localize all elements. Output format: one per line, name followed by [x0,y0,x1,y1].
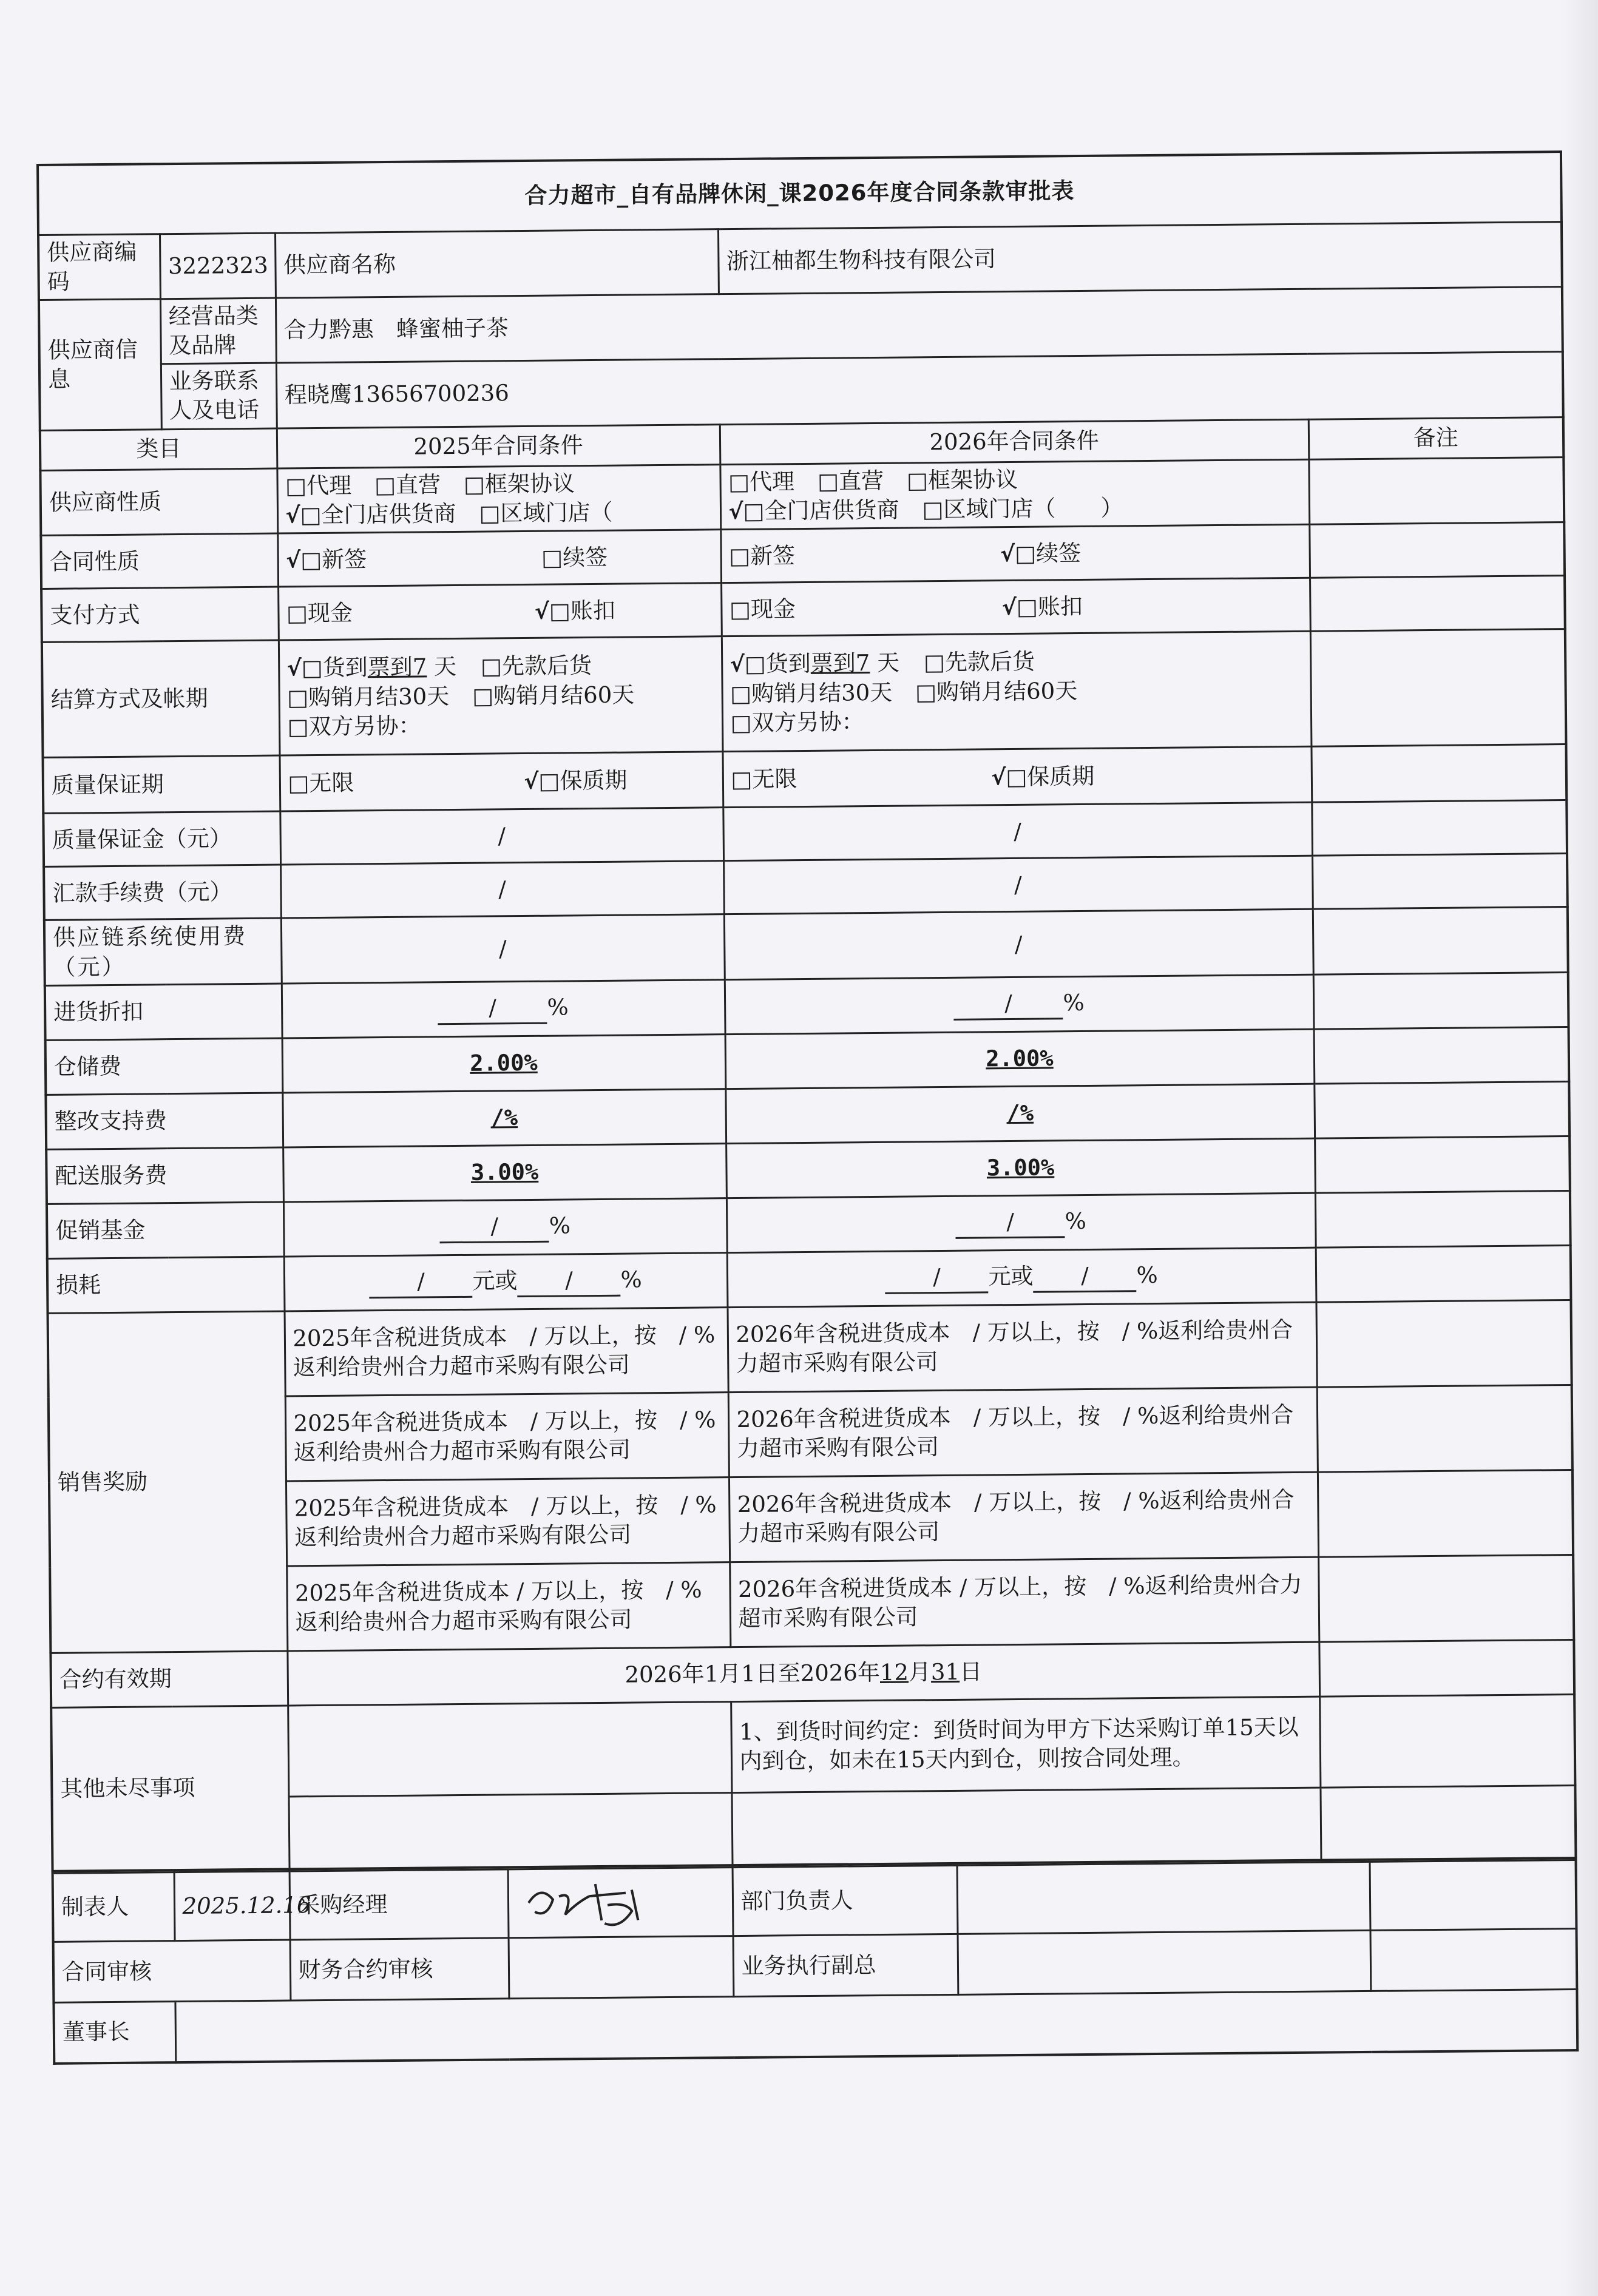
option-renew: □续签 [1014,539,1082,567]
remarks-cell [1312,800,1567,856]
check-mark: √ [534,599,550,624]
remarks-cell [1310,629,1566,747]
discount-2026 [725,974,1314,1034]
check-mark: √ [524,769,539,794]
settlement-2026 [722,632,1312,752]
row-label: 配送服务费 [46,1147,283,1204]
warranty-2026 [723,747,1312,808]
option-other: □双方另协： [287,712,421,740]
option-cash: □现金 [286,599,353,626]
scm-fee-2026: / [724,910,1313,980]
maker-label: 制表人 [53,1872,175,1942]
remarks-cell [1310,576,1565,632]
row-label: 供应商性质 [40,468,277,536]
option-deduct: □账扣 [549,597,616,624]
rectify-fee-2025: /% [282,1089,726,1147]
storage-fee-2026: 2.00% [725,1029,1315,1089]
day-unit: 日 [959,1658,983,1685]
option-all-stores: □全门店供货商 [743,496,899,524]
rectify-fee-2026: /% [725,1084,1315,1143]
option-monthly-30: □购销月结30天 [730,679,893,707]
finance-review-signature [509,1936,734,1999]
remit-fee-2025: / [280,861,724,918]
contract-type-2025 [277,530,721,587]
remarks-cell [1319,1639,1574,1697]
remit-fee-2026: / [723,856,1313,914]
loss-amount: / [885,1262,988,1294]
option-new: □新签 [300,545,367,573]
remarks-header: 备注 [1309,417,1564,459]
approval-form [36,150,1576,2065]
row-label: 支付方式 [41,587,279,643]
remarks-cell [1317,1385,1573,1472]
row-label: 结算方式及帐期 [42,641,280,758]
option-regional-stores: □区域门店（ [479,499,613,527]
option-shelf-life: □保质期 [1006,763,1095,790]
supplier-name-value: 浙江柚都生物科技有限公司 [718,222,1562,294]
validity-month: 12 [879,1659,909,1686]
option-agent: □代理 [285,472,352,499]
option-monthly-60: □购销月结60天 [915,678,1078,706]
loss-rate: / [517,1265,620,1297]
check-mark: √ [728,499,743,524]
settlement-2025 [279,636,723,755]
supplier-code-label: 供应商编码 [38,234,160,300]
col-2025-header: 2025年合同条件 [277,424,720,468]
remarks-cell [1320,1785,1576,1860]
row-label: 质量保证金（元） [43,811,280,866]
option-framework: □框架协议 [906,466,1018,494]
reward-2026-4: 2026年含税进货成本 / 万以上，按 / %返利给贵州合力超市采购有限公司 [730,1557,1319,1647]
row-label: 促销基金 [47,1202,284,1258]
option-monthly-30: □购销月结30天 [287,683,450,711]
month-unit: 月 [908,1659,932,1686]
supplier-code-value: 3222323 [160,233,276,299]
warranty-2025 [280,752,723,811]
nature-2026 [720,459,1309,530]
percent-unit: % [620,1266,642,1293]
dept-head-label: 部门负责人 [733,1866,958,1936]
row-label: 汇款手续费（元） [44,865,281,920]
option-unlimited: □无限 [288,769,354,796]
category-brand-value: 合力黔惠 蜂蜜柚子茶 [276,287,1563,363]
loss-2026 [727,1248,1316,1307]
check-mark: √ [286,547,301,573]
option-direct: □直营 [817,467,884,495]
row-label: 质量保证期 [43,755,280,813]
dept-head-signature [957,1862,1370,1934]
option-prepay: □先款后货 [923,649,1035,676]
nature-2025 [277,464,720,533]
signoff-table [52,1859,1579,2065]
promo-fund-2025 [283,1198,727,1256]
loss-rate: / [1033,1261,1136,1293]
delivery-fee-2025: 3.00% [283,1143,726,1201]
days-unit: 天 [876,650,900,677]
promo-value: / [440,1211,549,1243]
category-brand-label: 经营品类及品牌 [160,298,276,364]
contract-type-2026 [720,525,1310,583]
remarks-cell [1313,972,1569,1029]
reward-2025-4: 2025年含税进货成本 / 万以上，按 / %返利给贵州合力超市采购有限公司 [286,1562,730,1650]
contract-review-label: 合同审核 [53,1940,291,2002]
contact-value: 程晓鹰13656700236 [276,352,1563,428]
validity-start: 2026年1月1日至2026年 [625,1660,881,1688]
remarks-cell [1314,1081,1569,1138]
remarks-cell [1316,1300,1571,1387]
row-label: 进货折扣 [45,984,282,1040]
contract-table [36,150,1577,1872]
row-label: 仓储费 [46,1038,283,1095]
remarks-cell [1312,854,1568,910]
payment-2026 [721,578,1310,636]
remarks-cell [1315,1190,1571,1248]
contact-label: 业务联系人及电话 [161,363,277,429]
col-2026-header: 2026年合同条件 [720,419,1309,464]
option-agent: □代理 [728,468,795,495]
remarks-cell [1370,1929,1577,1991]
option-unlimited: □无限 [731,765,797,792]
purchasing-manager-label: 采购经理 [289,1869,509,1940]
maker-signature [174,1871,311,1941]
option-arrival: □货到 [301,654,368,681]
option-cash: □现金 [729,595,796,623]
option-new: □新签 [728,542,796,569]
percent-unit: % [1136,1261,1158,1288]
chairman-label: 董事长 [53,2002,175,2064]
reward-2026-1: 2026年含税进货成本 / 万以上，按 / %返利给贵州合力超市采购有限公司 [727,1302,1316,1392]
option-regional-stores: □区域门店（ ） [922,495,1123,522]
check-mark: √ [285,502,300,528]
remarks-cell [1313,907,1568,974]
discount-value: / [953,988,1063,1021]
sales-reward-label: 销售奖励 [48,1311,288,1653]
deposit-2026: / [723,803,1312,861]
storage-fee-2025: 2.00% [282,1034,726,1092]
delivery-fee-2026: 3.00% [726,1138,1315,1198]
remarks-cell [1318,1555,1574,1642]
discount-value: / [438,993,547,1025]
validity-value [287,1642,1319,1706]
discount-2025 [282,979,725,1038]
chairman-signature [175,1990,1577,2062]
percent-unit: % [549,1212,571,1239]
promo-fund-2026 [726,1193,1316,1252]
purchasing-manager-signature [508,1868,733,1938]
option-other: □双方另协： [730,709,864,737]
check-mark: √ [1000,541,1015,567]
row-label: 损耗 [47,1257,285,1313]
option-all-stores: □全门店供货商 [300,500,456,528]
remarks-cell [1309,457,1564,525]
percent-unit: % [1063,989,1085,1016]
row-label: 合约有效期 [50,1651,288,1707]
handwritten-signature-icon [516,1871,717,1927]
reward-2025-2: 2025年含税进货成本 / 万以上，按 / %返利给贵州合力超市采购有限公司 [285,1392,729,1481]
finance-review-label: 财务合约审核 [290,1938,509,2001]
option-arrival: □货到 [744,650,811,678]
loss-2025 [284,1252,728,1311]
other-2025-extra [288,1792,732,1869]
option-prepay: □先款后货 [480,652,592,680]
option-framework: □框架协议 [463,470,575,498]
check-mark: √ [1001,595,1017,620]
remarks-cell [1309,522,1565,578]
remarks-cell [1318,1470,1573,1557]
option-direct: □直营 [374,471,441,498]
percent-unit: % [1065,1207,1087,1234]
arrival-invoice-days: 票到7 [810,650,870,677]
vp-label: 业务执行副总 [733,1934,958,1997]
arrival-invoice-days: 票到7 [367,653,427,681]
remarks-cell [1311,745,1566,803]
supplier-info-label: 供应商信息 [39,299,161,430]
reward-2026-3: 2026年含税进货成本 / 万以上，按 / %返利给贵州合力超市采购有限公司 [729,1472,1318,1562]
scm-fee-2025: / [281,914,725,984]
check-mark: √ [730,652,745,678]
days-unit: 天 [433,653,457,680]
maker-date: 2025.12.16 [182,1892,311,1920]
category-header: 类目 [40,428,277,470]
other-2026: 1、到货时间约定：到货时间为甲方下达采购订单15天以内到仓，如未在15天内到仓，则按合同处理。 [731,1697,1320,1792]
remarks-cell [1315,1136,1570,1193]
remarks-cell [1314,1027,1569,1084]
page-title: 合力超市_自有品牌休闲_课2026年度合同条款审批表 [38,152,1562,235]
vp-signature [958,1931,1371,1995]
check-mark: √ [286,656,302,681]
row-label: 其他未尽事项 [51,1706,289,1871]
deposit-2025: / [280,808,723,865]
remarks-cell [1370,1860,1577,1931]
loss-or: 元或 [472,1267,518,1294]
remarks-cell [1319,1694,1575,1788]
loss-or: 元或 [988,1263,1034,1289]
other-2026-extra [731,1788,1321,1865]
check-mark: √ [991,765,1006,790]
row-label: 合同性质 [41,534,278,589]
validity-day: 31 [930,1658,960,1686]
option-monthly-60: □购销月结60天 [472,681,635,710]
reward-2025-1: 2025年含税进货成本 / 万以上，按 / %返利给贵州合力超市采购有限公司 [285,1307,728,1396]
supplier-name-label: 供应商名称 [275,229,719,299]
payment-2025 [278,583,722,640]
promo-value: / [955,1207,1065,1239]
reward-2025-3: 2025年含税进货成本 / 万以上，按 / %返利给贵州合力超市采购有限公司 [286,1477,730,1565]
row-label: 供应链系统使用费（元） [44,918,282,985]
option-deduct: □账扣 [1016,593,1083,620]
reward-2026-2: 2026年含税进货成本 / 万以上，按 / %返利给贵州合力超市采购有限公司 [728,1387,1318,1477]
loss-amount: / [369,1266,472,1298]
percent-unit: % [547,993,569,1021]
remarks-cell [1316,1245,1571,1302]
row-label: 整改支持费 [46,1093,283,1149]
option-shelf-life: □保质期 [538,767,628,794]
other-2025 [288,1701,731,1796]
option-renew: □续签 [541,544,608,571]
